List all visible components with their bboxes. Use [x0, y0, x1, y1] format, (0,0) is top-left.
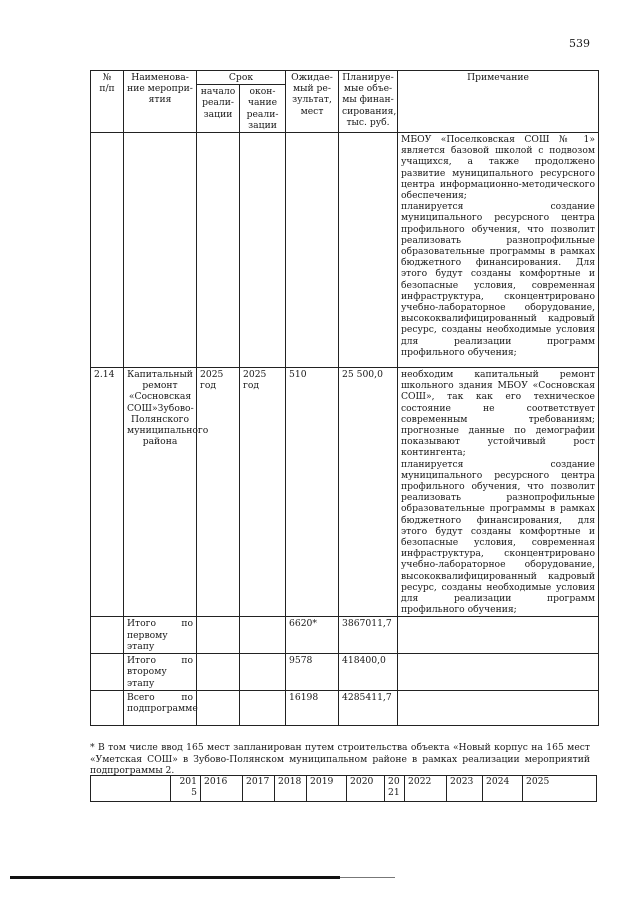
total-label: Итого по первому этапу — [124, 617, 197, 654]
year-cell: 2017 — [243, 776, 275, 802]
year-cell: 2025 — [523, 776, 597, 802]
year-blank — [91, 776, 171, 802]
row-number: 2.14 — [91, 368, 124, 617]
footnote: * В том числе ввод 165 мест запланирован путем строительства объекта «Новый корпус на 165 мест «Уметская СОШ» в Зубово-Полянском муниципальном районе в рамках реализации мероприятий подпрограммы 2. — [90, 742, 590, 776]
year-cell: 2024 — [483, 776, 523, 802]
year-cell: 2018 — [275, 776, 307, 802]
year-cell: 20 21 — [385, 776, 405, 802]
scan-edge-line — [10, 876, 340, 879]
total-finance: 4285411,7 — [339, 690, 398, 725]
years-row — [91, 776, 597, 802]
continued-note: МБОУ «Поселковская СОШ № 1» является базовой школой с подвозом учащихся, а также продолжено развитие муниципального ресурсного центра информационно-методического обеспечения; планируется создание муниципального ресурсного центра профильного обучения, что позволит реализовать разнопрофильные образовательные программы в рамках бюджетного финансирования. Для этого будут созданы комфортные и безопасные условия, современная инфраструктура, сконцентрировано учебно-лабораторное оборудование, высококвалифицированный кадровый ресурс, созданы необходимые условия для реализации программ профильного обучения; — [398, 133, 599, 368]
total-result: 6620* — [286, 617, 339, 654]
end-year: 2025 год — [240, 368, 286, 617]
page-number: 539 — [569, 37, 590, 50]
header-term: Срок — [197, 71, 286, 85]
total-result: 9578 — [286, 654, 339, 691]
continued-row — [91, 133, 599, 368]
year-cell: 2016 — [201, 776, 243, 802]
header-row — [91, 71, 599, 85]
planned-finance: 25 500,0 — [339, 368, 398, 617]
year-cell: 2023 — [447, 776, 483, 802]
years-table — [90, 775, 597, 802]
header-name: Наименова- ние меропри- ятия — [124, 71, 197, 133]
total-label: Всего по подпрограмме — [124, 690, 197, 725]
start-year: 2025 год — [197, 368, 240, 617]
measure-note: необходим капитальный ремонт школьного здания МБОУ «Сосновская СОШ», так как его техническое состояние не соответствует современным требованиям; прогнозные данные по демографии показывают устойчивый рост контингента; планируется создание муниципального ресурсного центра профильного обучения, что позволит реализовать разнопрофильные образовательные программы в рамках бюджетного финансирования, для этого будут созданы комфортные и безопасные условия, современная инфраструктура, сконцентрировано учебно-лабораторное оборудование, высококвалифицированный кадровый ресурс, созданы необходимые условия для реализации программ профильного обучения; — [398, 368, 599, 617]
total-row — [91, 617, 599, 654]
total-row — [91, 654, 599, 691]
scan-edge-line-thin — [340, 877, 395, 878]
total-row — [91, 690, 599, 725]
header-start: начало реали- зации — [197, 85, 240, 133]
header-end: окон- чание реали- зации — [240, 85, 286, 133]
header-num: № п/п — [91, 71, 124, 133]
year-cell: 2022 — [405, 776, 447, 802]
year-cell: 201 5 — [171, 776, 201, 802]
total-result: 16198 — [286, 690, 339, 725]
header-result: Ожидае- мый ре- зультат, мест — [286, 71, 339, 133]
measures-table — [90, 70, 599, 726]
year-cell: 2020 — [347, 776, 385, 802]
total-finance: 3867011,7 — [339, 617, 398, 654]
total-finance: 418400,0 — [339, 654, 398, 691]
year-cell: 2019 — [307, 776, 347, 802]
measure-name: Капитальный ремонт «Сосновская СОШ»Зубово-Полянского муниципального района — [124, 368, 197, 617]
header-finance: Планируе- мые объе- мы финан- сирования, тыс. руб. — [339, 71, 398, 133]
table-row-2-14 — [91, 368, 599, 617]
expected-result: 510 — [286, 368, 339, 617]
header-note: Примечание — [398, 71, 599, 133]
total-label: Итого по второму этапу — [124, 654, 197, 691]
